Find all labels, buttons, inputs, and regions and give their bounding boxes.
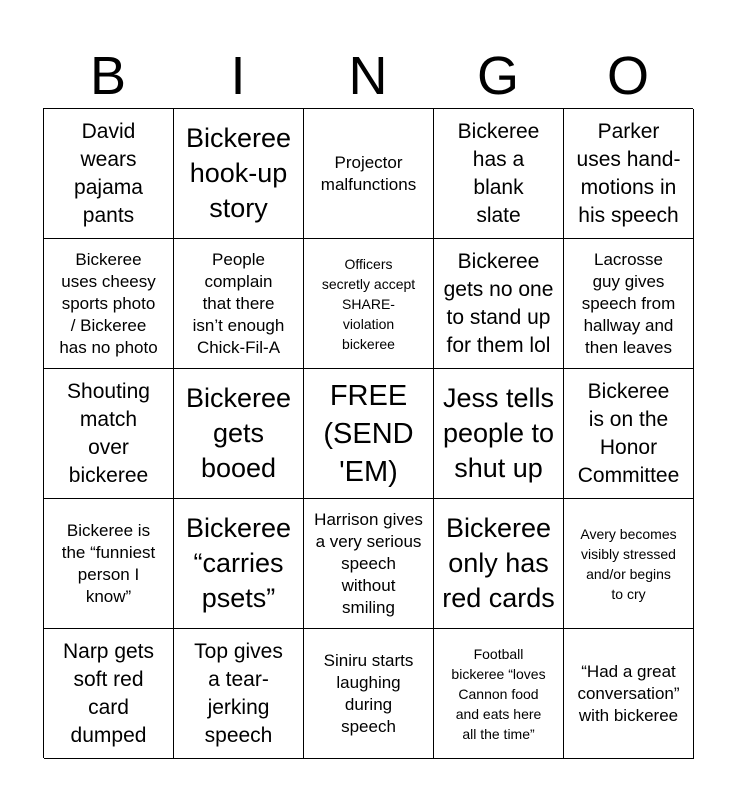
cell-text: FREE (SEND 'EM): [323, 379, 414, 488]
cell-text: Parker uses hand- motions in his speech: [576, 119, 681, 227]
cell-text: Jess tells people to shut up: [442, 383, 555, 483]
cell-text: Bickeree has a blank slate: [457, 119, 540, 227]
cell-text: David wears pajama pants: [74, 119, 143, 227]
bingo-cell-r4c1[interactable]: [44, 499, 174, 629]
bingo-header: [43, 44, 693, 108]
cell-text: Shouting match over bickeree: [67, 379, 150, 487]
cell-text: Bickeree gets no one to stand up for them lol: [443, 249, 554, 357]
header-letter-n: N: [348, 46, 388, 106]
cell-text: Avery becomes visibly stressed and/or begins to cry: [580, 525, 677, 602]
bingo-cell-r4c2[interactable]: [174, 499, 304, 629]
bingo-cell-r2c2[interactable]: [174, 239, 304, 369]
cell-text: Top gives a tear- jerking speech: [194, 639, 283, 747]
cell-text: Bickeree is the “funniest person I know”: [61, 520, 156, 606]
bingo-cell-r3c4[interactable]: [434, 369, 564, 499]
bingo-cell-r4c4[interactable]: [434, 499, 564, 629]
bingo-cell-r5c3[interactable]: [304, 629, 434, 759]
bingo-cell-r1c4[interactable]: [434, 109, 564, 239]
cell-text: Bickeree is on the Honor Committee: [577, 379, 680, 487]
bingo-cell-r4c5[interactable]: [564, 499, 694, 629]
bingo-grid: [43, 108, 693, 758]
bingo-cell-r3c5[interactable]: [564, 369, 694, 499]
bingo-cell-r1c2[interactable]: [174, 109, 304, 239]
cell-text: Projector malfunctions: [320, 152, 417, 194]
header-letter-o: O: [606, 46, 649, 106]
cell-text: Bickeree hook-up story: [185, 123, 292, 223]
header-letter-g: G: [476, 46, 519, 106]
bingo-cell-r1c3[interactable]: [304, 109, 434, 239]
bingo-cell-r4c3[interactable]: [304, 499, 434, 629]
cell-text: Bickeree “carries psets”: [185, 513, 292, 613]
bingo-cell-r3c1[interactable]: [44, 369, 174, 499]
cell-text: Narp gets soft red card dumped: [62, 639, 155, 747]
cell-text: Bickeree gets booed: [185, 383, 292, 483]
cell-text: Lacrosse guy gives speech from hallway and then leaves: [581, 249, 676, 357]
cell-text: “Had a great conversation” with bickeree: [577, 661, 680, 725]
bingo-cell-r1c5[interactable]: [564, 109, 694, 239]
bingo-cell-r2c5[interactable]: [564, 239, 694, 369]
cell-text: Bickeree uses cheesy sports photo / Bickeree has no photo: [59, 249, 158, 357]
bingo-cell-r5c4[interactable]: [434, 629, 564, 759]
cell-text: Harrison gives a very serious speech without smiling: [314, 509, 423, 617]
bingo-cell-r3c2[interactable]: [174, 369, 304, 499]
bingo-cell-r5c5[interactable]: [564, 629, 694, 759]
bingo-cell-r5c2[interactable]: [174, 629, 304, 759]
cell-text: Football bickeree “loves Cannon food and eats here all the time”: [451, 645, 546, 742]
bingo-cell-r2c4[interactable]: [434, 239, 564, 369]
header-letter-b: B: [89, 46, 127, 106]
cell-text: Officers secretly accept SHARE- violation bickeree: [321, 255, 416, 352]
header-letter-i: I: [230, 46, 246, 106]
cell-text: Siniru starts laughing during speech: [323, 650, 414, 736]
bingo-cell-r5c1[interactable]: [44, 629, 174, 759]
cell-text: Bickeree only has red cards: [442, 513, 555, 613]
bingo-cell-free[interactable]: [304, 369, 434, 499]
bingo-cell-r1c1[interactable]: [44, 109, 174, 239]
bingo-cell-r2c1[interactable]: [44, 239, 174, 369]
bingo-cell-r2c3[interactable]: [304, 239, 434, 369]
cell-text: People complain that there isn’t enough Chick-Fil-A: [192, 249, 285, 357]
